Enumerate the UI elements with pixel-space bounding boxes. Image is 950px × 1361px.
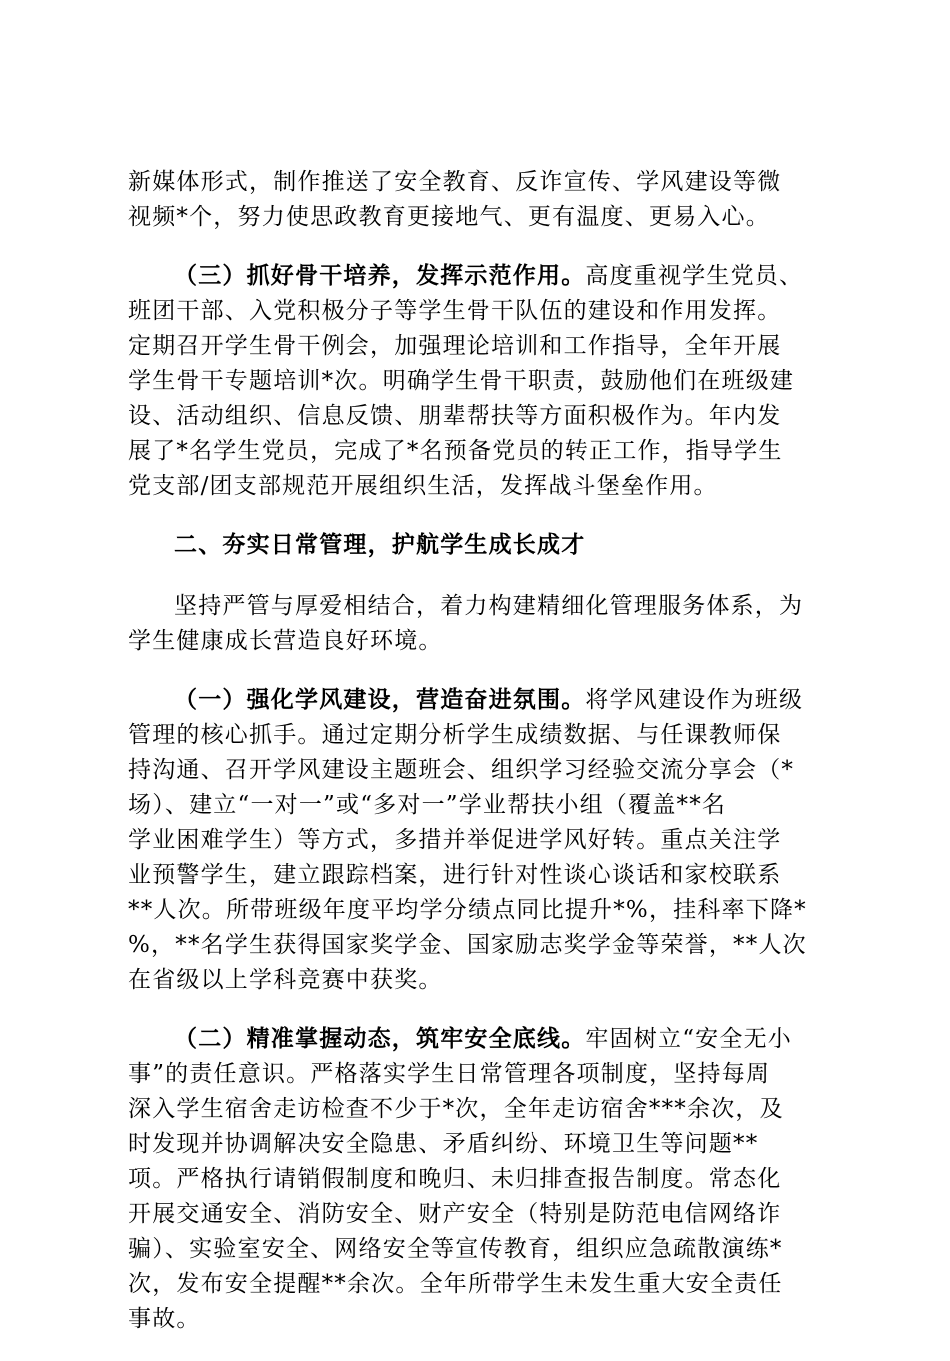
text-line: 新媒体形式，制作推送了安全教育、反诈宣传、学风建设等微	[128, 169, 782, 195]
paragraph-lead-heading: （一）强化学风建设，营造奋进氛围。	[174, 687, 586, 713]
text-line: 坚持严管与厚爱相结合，着力构建精细化管理服务体系，为	[174, 593, 804, 619]
text-line: 持沟通、召开学风建设主题班会、组织学习经验交流分享会（*	[128, 757, 795, 783]
text-fragment: 将学风建设作为班级	[585, 687, 804, 713]
text-line: %，**名学生获得国家奖学金、国家励志奖学金等荣誉，**人次	[128, 932, 807, 958]
paragraph-lead-heading: （三）抓好骨干培养，发挥示范作用。	[174, 263, 586, 289]
text-line: 在省级以上学科竞赛中获奖。	[128, 967, 443, 993]
text-fragment: 高度重视学生党员、	[585, 263, 804, 289]
section-heading: 二、夯实日常管理，护航学生成长成才	[174, 532, 586, 558]
paragraph-safety	[128, 1022, 838, 1337]
text-line	[128, 259, 838, 294]
text-line: 视频*个，努力使思政教育更接地气、更有温度、更易入心。	[128, 204, 770, 230]
text-line: 学业困难学生）等方式，多措并举促进学风好转。重点关注学	[128, 827, 782, 853]
text-line: 学生骨干专题培训*次。明确学生骨干职责，鼓励他们在班级建	[128, 368, 795, 394]
text-line: 时发现并协调解决安全隐患、矛盾纠纷、环境卫生等问题**	[128, 1131, 759, 1157]
text-line: 事故。	[128, 1306, 201, 1332]
paragraph-backbone-training	[128, 259, 838, 504]
text-line: 展了*名学生党员，完成了*名预备党员的转正工作，指导学生	[128, 438, 783, 464]
text-line: 设、活动组织、信息反馈、朋辈帮扶等方面积极作为。年内发	[128, 403, 782, 429]
text-line: **人次。所带班级年度平均学分绩点同比提升*%，挂科率下降*	[128, 897, 807, 923]
text-line: 开展交通安全、消防安全、财产安全（特别是防范电信网络诈	[128, 1201, 782, 1227]
text-line: 次，发布安全提醒**余次。全年所带学生未发生重大安全责任	[128, 1271, 783, 1297]
text-line: 场）、建立“一对一”或“多对一”学业帮扶小组（覆盖**名	[128, 792, 727, 818]
text-fragment: 牢固树立“安全无小	[585, 1026, 792, 1052]
text-line: 业预警学生，建立跟踪档案，进行针对性谈心谈话和家校联系	[128, 862, 782, 888]
document-page	[128, 165, 838, 1361]
text-line: 项。严格执行请销假制度和晚归、未归排查报告制度。常态化	[128, 1166, 782, 1192]
text-line: 定期召开学生骨干例会，加强理论培训和工作指导，全年开展	[128, 333, 782, 359]
text-line: 班团干部、入党积极分子等学生骨干队伍的建设和作用发挥。	[128, 298, 782, 324]
text-line: 党支部/团支部规范开展组织生活，发挥战斗堡垒作用。	[128, 473, 718, 499]
text-line: 事”的责任意识。严格落实学生日常管理各项制度，坚持每周	[128, 1061, 771, 1087]
text-line: 骗）、实验室安全、网络安全等宣传教育，组织应急疏散演练*	[128, 1236, 783, 1262]
text-line: 管理的核心抓手。通过定期分析学生成绩数据、与任课教师保	[128, 722, 782, 748]
paragraph-lead-heading: （二）精准掌握动态，筑牢安全底线。	[174, 1026, 586, 1052]
paragraph-new-media	[128, 165, 838, 235]
paragraph-section-intro	[128, 589, 838, 659]
text-line	[128, 683, 838, 718]
text-line: 学生健康成长营造良好环境。	[128, 628, 443, 654]
text-line	[128, 1022, 838, 1057]
text-line: 深入学生宿舍走访检查不少于*次，全年走访宿舍***余次，及	[128, 1096, 784, 1122]
paragraph-study-style	[128, 683, 838, 998]
